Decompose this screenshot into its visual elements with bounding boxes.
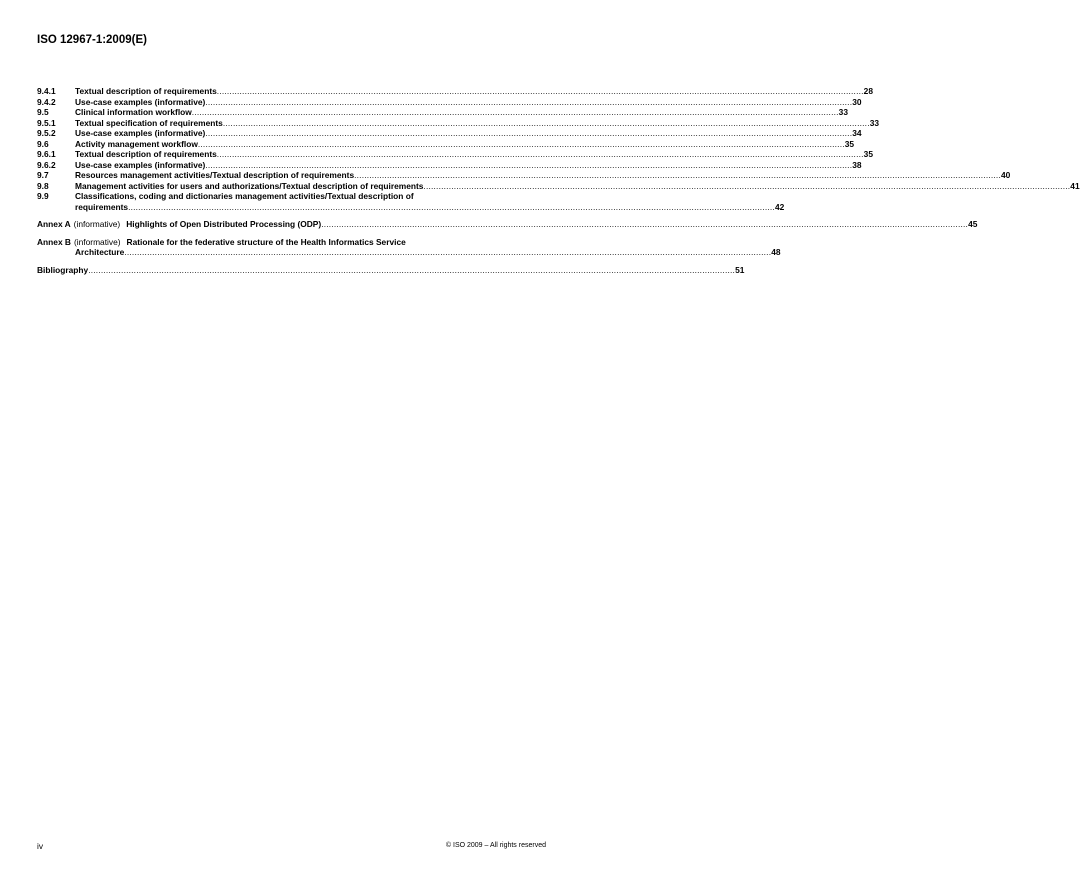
toc-leader-dots [217, 149, 864, 160]
annex-page: 48 [771, 247, 781, 257]
toc-leader-dots [321, 219, 968, 230]
toc-bibliography[interactable] [37, 264, 745, 276]
toc-leader-dots [124, 247, 771, 258]
toc-entry-number: 9.5.2 [37, 128, 56, 138]
document-header-title: ISO 12967-1:2009(E) [37, 34, 147, 46]
annex-type: (informative) [73, 236, 121, 247]
toc-entry-number: 9.4.1 [37, 86, 56, 96]
toc-entry-title: Activity management workflow [75, 138, 198, 149]
toc-entry[interactable] [37, 138, 855, 150]
toc-entry[interactable] [37, 117, 880, 129]
footer-copyright: © ISO 2009 – All rights reserved [445, 842, 546, 849]
toc-leader-dots [198, 139, 845, 150]
toc-entry[interactable] [37, 128, 862, 139]
annex-title: Highlights of Open Distributed Processing (ODP) [126, 219, 322, 229]
toc-entry-page: 38 [852, 159, 862, 170]
toc-leader-dots [423, 181, 1070, 192]
toc-entry-number: 9.8 [37, 180, 49, 191]
toc-annex-b[interactable] [37, 236, 781, 258]
toc-annex-a[interactable] [37, 219, 978, 230]
toc-entry[interactable] [37, 96, 862, 108]
toc-entry-number: 9.4.2 [37, 96, 56, 107]
toc-entry-page: 42 [774, 201, 785, 212]
toc-leader-dots [217, 86, 864, 97]
toc-entry-title-line2: requirements [75, 201, 129, 212]
toc-entry-page: 41 [1070, 180, 1080, 191]
toc-entry[interactable] [37, 86, 873, 97]
toc-leader-dots [205, 97, 852, 108]
toc-entry-number: 9.5.1 [37, 117, 56, 128]
toc-entry-number: 9.6 [37, 138, 49, 149]
bibliography-title: Bibliography [37, 264, 89, 275]
toc-entry-title: Textual specification of requirements [75, 117, 223, 128]
toc-entry-number: 9.7 [37, 170, 49, 180]
toc-entry-title: Textual description of requirements [75, 149, 217, 159]
annex-type: (informative) [73, 219, 121, 229]
annex-label: Annex B [37, 236, 71, 247]
toc-entry-page: 40 [1000, 170, 1011, 180]
toc-entry-page: 28 [863, 86, 873, 96]
toc-entry-number: 9.6.1 [37, 149, 56, 159]
footer-page-number: iv [37, 841, 44, 851]
toc-leader-dots [354, 170, 1001, 181]
toc-entry-page: 33 [869, 117, 880, 128]
toc-entry-number: 9.9 [37, 191, 49, 201]
toc-leader-dots [88, 265, 735, 276]
toc-entry-page: 35 [863, 149, 873, 159]
toc-entry-page: 34 [852, 128, 862, 138]
toc-entry-page: 30 [852, 96, 862, 107]
toc-entry-title: Management activities for users and authorizations/Textual description of requirements [75, 180, 424, 191]
toc-entry-number: 9.5 [37, 107, 49, 117]
toc-entry[interactable] [37, 107, 848, 118]
toc-entry[interactable] [37, 159, 862, 171]
toc-entry-page: 33 [838, 107, 848, 117]
annex-title-line1: Rationale for the federative structure of the Health Informatics Service [126, 236, 406, 247]
toc-entry[interactable] [37, 180, 1080, 192]
toc-entry-title: Clinical information workflow [75, 107, 192, 117]
bibliography-page: 51 [735, 264, 745, 275]
toc-entry[interactable] [37, 149, 873, 160]
toc-entry-number: 9.6.2 [37, 159, 56, 170]
toc-entry-title-line1: Classifications, coding and dictionaries management activities/Textual description of [75, 191, 414, 201]
toc-entry-9-9[interactable] [37, 191, 785, 212]
toc-leader-dots [192, 107, 839, 118]
toc-entry-title: Resources management activities/Textual description of requirements [75, 170, 355, 180]
table-of-contents [37, 86, 1080, 275]
toc-leader-dots [205, 160, 852, 171]
annex-label: Annex A [37, 219, 71, 229]
toc-entry-title: Use-case examples (informative) [75, 96, 206, 107]
toc-entry-title: Use-case examples (informative) [75, 159, 206, 170]
annex-title-line2: Architecture [75, 247, 125, 257]
toc-entry-page: 35 [844, 138, 855, 149]
toc-entry-title: Use-case examples (informative) [75, 128, 206, 138]
annex-page: 45 [968, 219, 978, 229]
toc-leader-dots [128, 202, 775, 213]
toc-entry-title: Textual description of requirements [75, 86, 217, 96]
toc-entry[interactable] [37, 170, 1011, 181]
toc-leader-dots [223, 118, 870, 129]
toc-leader-dots [205, 128, 852, 139]
